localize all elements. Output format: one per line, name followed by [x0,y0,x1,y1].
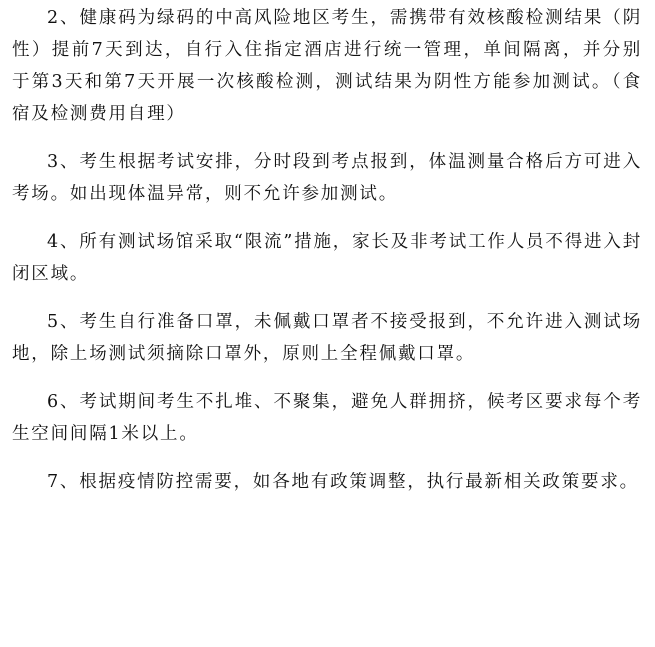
paragraph-item-4: 4、所有测试场馆采取“限流”措施，家长及非考试工作人员不得进入封闭区域。 [12,232,642,284]
paragraph-item-3: 3、考生根据考试安排，分时段到考点报到，体温测量合格后方可进入考场。如出现体温异常，则不允许参加测试。 [12,152,642,204]
paragraph-item-7: 7、根据疫情防控需要，如各地有政策调整，执行最新相关政策要求。 [47,472,639,492]
paragraph-item-2: 2、健康码为绿码的中高风险地区考生，需携带有效核酸检测结果（阴性）提前7天到达，自行入住指定酒店进行统一管理，单间隔离，并分别于第3天和第7天开展一次核酸检测，测试结果为阴性方能参加测试。（食宿及检测费用自理） [12,8,642,124]
paragraph-item-6: 6、考试期间考生不扎堆、不聚集，避免人群拥挤，候考区要求每个考生空间间隔1米以上。 [12,392,642,444]
document-body [12,0,642,498]
paragraph-item-5: 5、考生自行准备口罩，未佩戴口罩者不接受报到，不允许进入测试场地，除上场测试须摘除口罩外，原则上全程佩戴口罩。 [12,312,642,364]
